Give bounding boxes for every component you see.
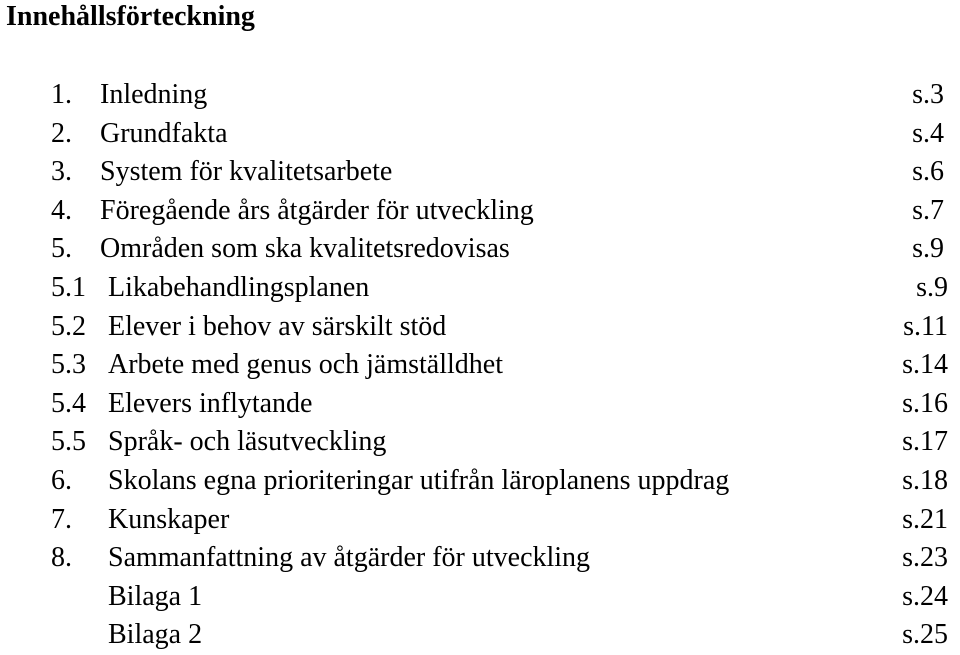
- toc-entry[interactable]: [0, 115, 960, 154]
- toc-entry-title: System för kvalitetsarbete: [100, 156, 393, 188]
- toc-entry[interactable]: [0, 385, 960, 424]
- toc-entry-page: s.9: [912, 233, 944, 265]
- toc-entry-number: 4.: [51, 194, 72, 226]
- toc-entry-title: Bilaga 1: [108, 580, 203, 612]
- toc-entry-page: s.4: [912, 117, 944, 149]
- toc-entry-title: Områden som ska kvalitetsredovisas: [100, 233, 510, 265]
- toc-entry-page: s.3: [912, 79, 944, 110]
- toc-entry-title: Likabehandlingsplanen: [108, 271, 370, 303]
- toc-entry-title: Elever i behov av särskilt stöd: [108, 310, 447, 342]
- toc-entry-page: s.17: [902, 426, 948, 458]
- toc-entry-number: 6.: [51, 464, 72, 496]
- toc-entry-number: 5.5: [51, 426, 86, 458]
- toc-entry-number: 1.: [51, 79, 72, 110]
- toc-entry-title: Föregående års åtgärder för utveckling: [100, 194, 534, 226]
- toc-entry-page: s.9: [916, 271, 948, 303]
- toc-entry-page: s.6: [912, 156, 944, 188]
- toc-entry-title: Skolans egna prioriteringar utifrån läroplanens uppdrag: [108, 464, 730, 496]
- toc-entry[interactable]: [0, 76, 960, 115]
- toc-entry-title: Arbete med genus och jämställdhet: [108, 349, 503, 381]
- toc-entry[interactable]: [0, 578, 960, 617]
- toc-entry-page: s.23: [902, 542, 948, 574]
- toc-entry-number: 3.: [51, 156, 72, 188]
- toc-entry-title: Kunskaper: [108, 503, 230, 535]
- toc-entry[interactable]: [0, 308, 960, 347]
- page-title: Innehållsförteckning: [6, 1, 255, 32]
- toc-entry[interactable]: [0, 539, 960, 578]
- toc-entry-number: 7.: [51, 503, 72, 535]
- toc-entry[interactable]: [0, 192, 960, 231]
- toc-entry-page: s.14: [902, 349, 948, 381]
- toc-entry[interactable]: [0, 501, 960, 540]
- toc-entry-page: s.25: [902, 619, 948, 651]
- toc-entry-page: s.24: [902, 580, 948, 612]
- toc-entry-number: 5.2: [51, 310, 86, 342]
- toc-entry-title: Sammanfattning av åtgärder för utveckling: [108, 542, 591, 574]
- toc-entry-title: Språk- och läsutveckling: [108, 426, 387, 458]
- toc-entry-number: 8.: [51, 542, 72, 574]
- toc-entry[interactable]: [0, 346, 960, 385]
- toc-entry-title: Bilaga 2: [108, 619, 203, 651]
- toc-entry-number: 5.1: [51, 271, 86, 303]
- toc-entry[interactable]: [0, 423, 960, 462]
- toc-entry-number: 2.: [51, 117, 72, 149]
- toc-entry-title: Elevers inflytande: [108, 387, 313, 419]
- toc-entry-page: s.21: [902, 503, 948, 535]
- toc-entry[interactable]: [0, 462, 960, 501]
- toc-entry-number: 5.4: [51, 387, 86, 419]
- toc-entry[interactable]: [0, 153, 960, 192]
- toc-entry-number: 5.3: [51, 349, 86, 381]
- toc-entry-title: Inledning: [100, 79, 208, 110]
- toc-entry-page: s.16: [902, 387, 948, 419]
- toc-entry[interactable]: [0, 616, 960, 655]
- toc-entry-number: 5.: [51, 233, 72, 265]
- toc-entry-title: Grundfakta: [100, 117, 228, 149]
- toc-entry[interactable]: [0, 269, 960, 308]
- table-of-contents: [0, 76, 960, 655]
- toc-entry-page: s.11: [903, 310, 948, 342]
- toc-entry-page: s.18: [902, 464, 948, 496]
- toc-entry[interactable]: [0, 230, 960, 269]
- toc-entry-page: s.7: [912, 194, 944, 226]
